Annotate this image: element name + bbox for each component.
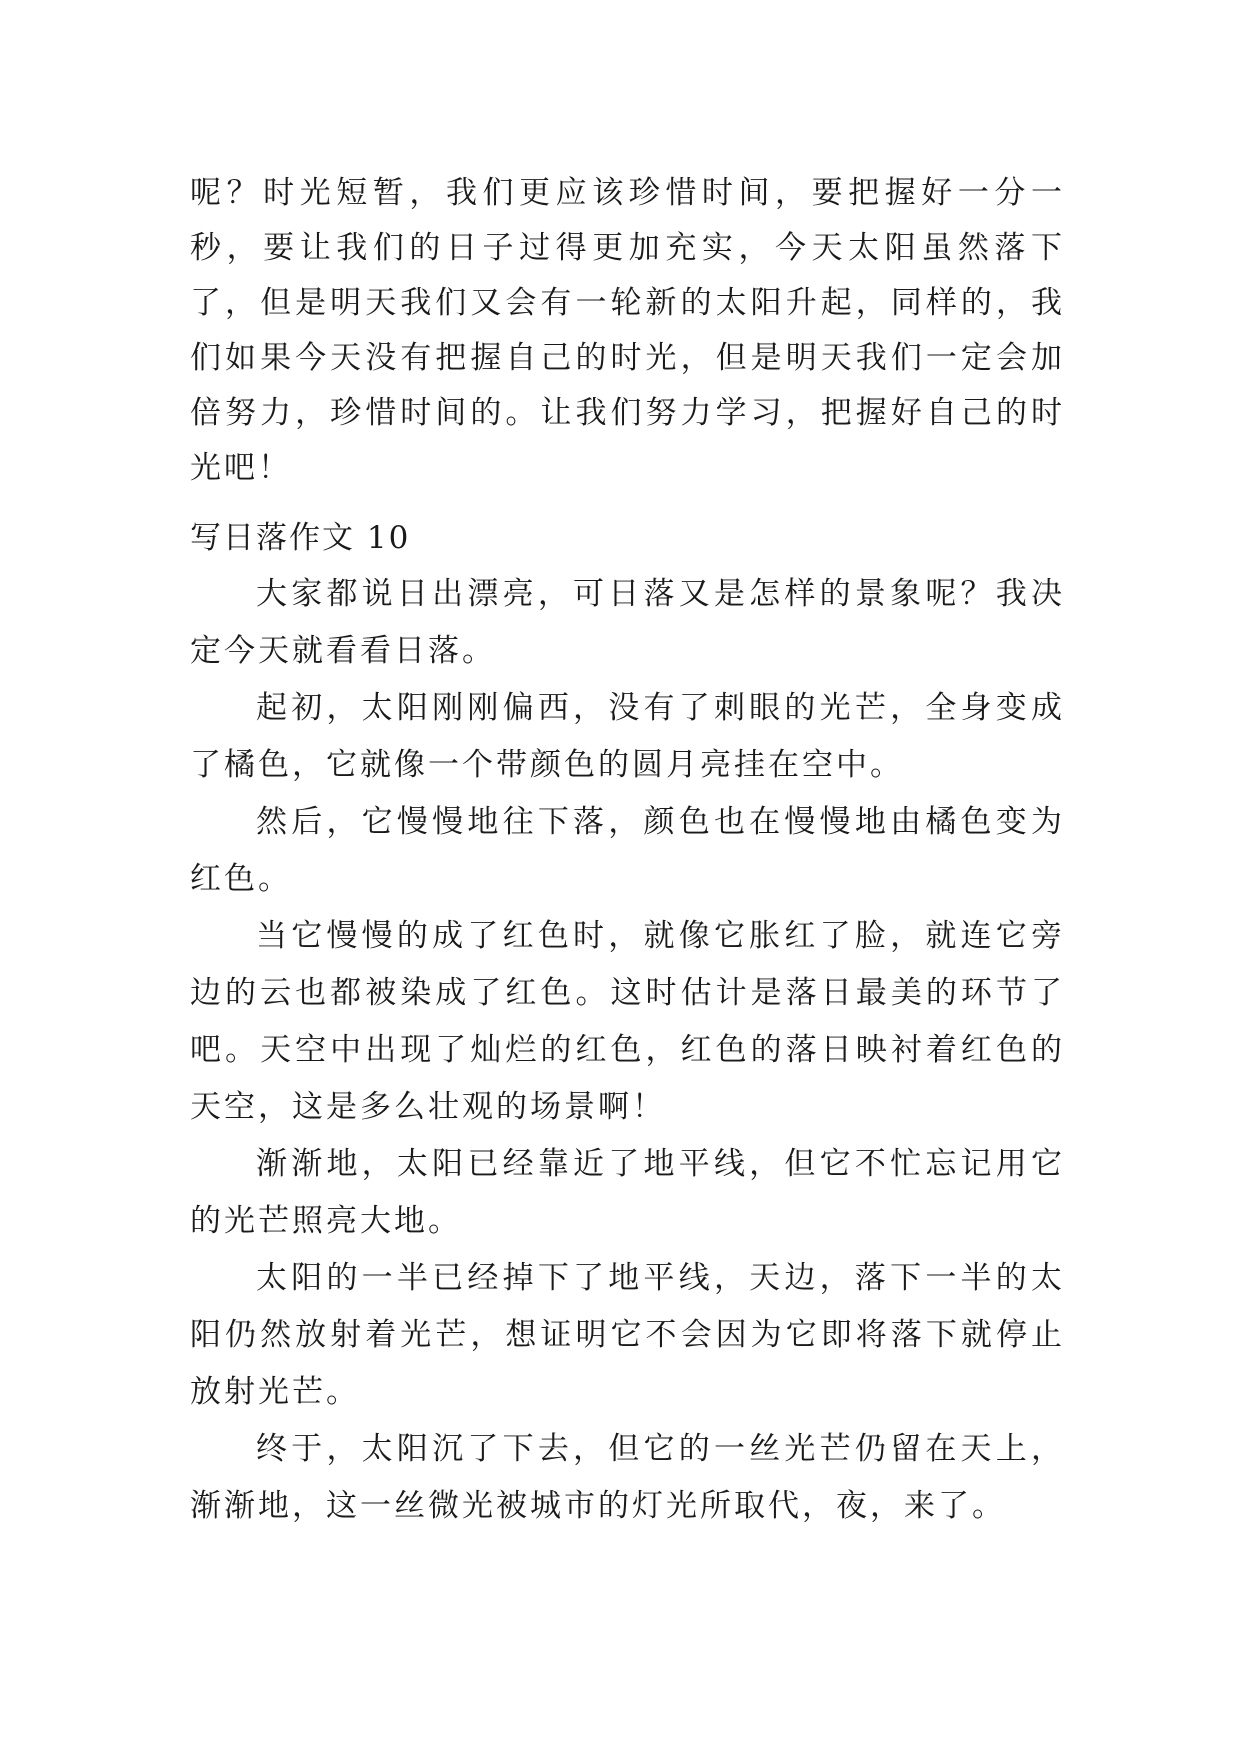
continued-paragraph: 呢？时光短暂，我们更应该珍惜时间，要把握好一分一秒，要让我们的日子过得更加充实，今天太阳虽然落下了，但是明天我们又会有一轮新的太阳升起，同样的，我们如果今天没有把握自己的时光，但是明天我们一定会加倍努力，珍惜时间的。让我们努力学习，把握好自己的时光吧！ (190, 175, 1065, 486)
essay-section (190, 510, 1065, 1535)
essay-paragraph-7: 终于，太阳沉了下去，但它的一丝光芒仍留在天上，渐渐地，这一丝微光被城市的灯光所取代，夜，来了。 (190, 1431, 1065, 1524)
essay-paragraph-5: 渐渐地，太阳已经靠近了地平线，但它不忙忘记用它的光芒照亮大地。 (190, 1146, 1065, 1239)
essay-paragraph-1: 大家都说日出漂亮，可日落又是怎样的景象呢？我决定今天就看看日落。 (190, 576, 1065, 669)
essay-title: 写日落作文 10 (190, 520, 411, 556)
essay-paragraph-2: 起初，太阳刚刚偏西，没有了刺眼的光芒，全身变成了橘色，它就像一个带颜色的圆月亮挂在空中。 (190, 690, 1065, 783)
continued-paragraph-block (190, 166, 1065, 496)
essay-paragraph-3: 然后，它慢慢地往下落，颜色也在慢慢地由橘色变为红色。 (190, 804, 1065, 897)
essay-paragraph-4: 当它慢慢的成了红色时，就像它胀红了脸，就连它旁边的云也都被染成了红色。这时估计是落日最美的环节了吧。天空中出现了灿烂的红色，红色的落日映衬着红色的天空，这是多么壮观的场景啊！ (190, 918, 1065, 1125)
essay-paragraph-6: 太阳的一半已经掉下了地平线，天边，落下一半的太阳仍然放射着光芒，想证明它不会因为它即将落下就停止放射光芒。 (190, 1260, 1065, 1410)
